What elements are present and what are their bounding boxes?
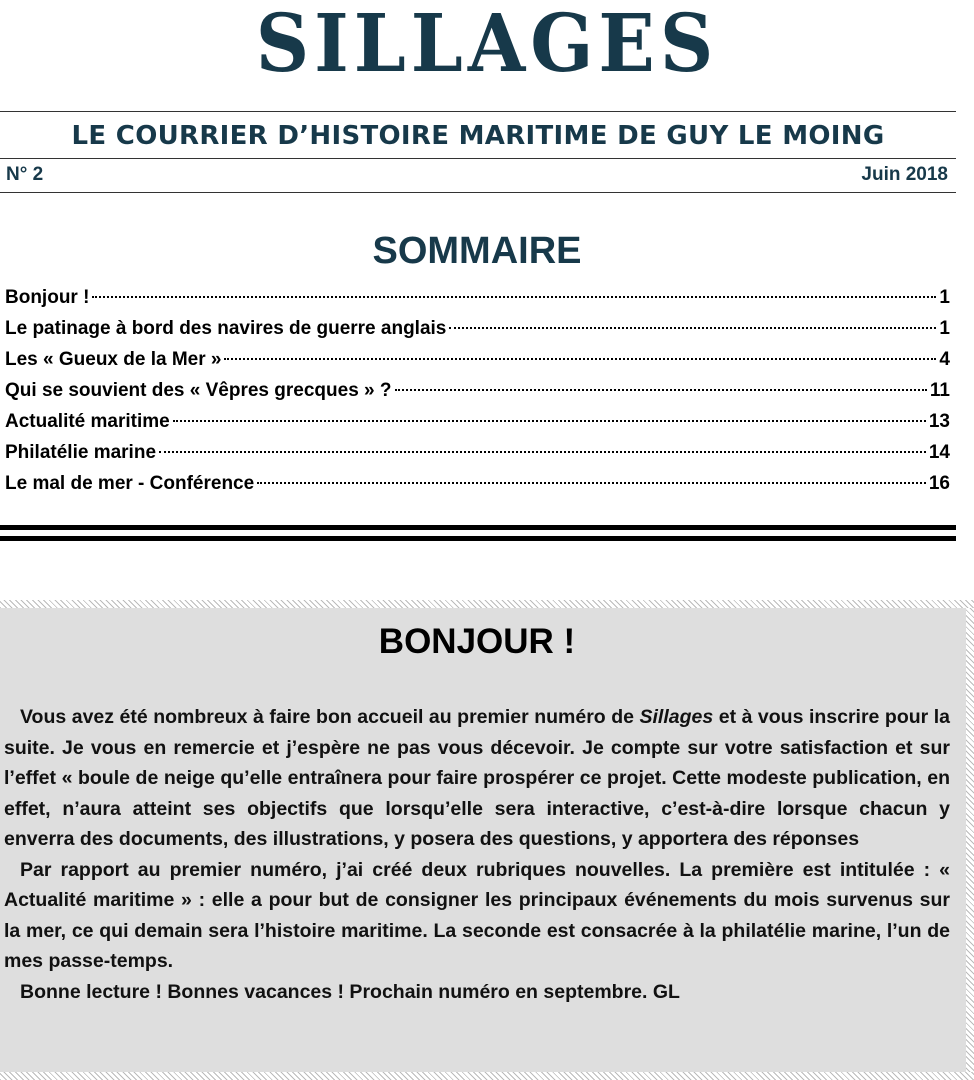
masthead-top-rule xyxy=(0,111,956,112)
toc-entry-label: Qui se souvient des « Vêpres grecques » ? xyxy=(5,380,392,401)
section-divider-bottom xyxy=(0,536,956,541)
toc-leader-dots xyxy=(173,420,926,422)
article-body xyxy=(4,702,950,1007)
article-paragraph-2: Par rapport au premier numéro, j’ai créé deux rubriques nouvelles. La première est intitulée : « Actualité maritime » : elle a pour but de consigner les principaux événements du mois survenus sur la mer, ce qui demain sera l’histoire maritime. La seconde est consacrée à la philatélie marine, l’un de mes passe-temps. xyxy=(4,858,950,972)
toc-entry-label: Le patinage à bord des navires de guerre anglais xyxy=(5,318,447,339)
issue-date: Juin 2018 xyxy=(861,164,948,185)
toc-leader-dots xyxy=(257,482,926,484)
toc-entry-page: 1 xyxy=(939,287,950,308)
article-title: BONJOUR ! xyxy=(378,622,576,661)
toc-entry-page: 11 xyxy=(929,380,950,401)
toc-entry[interactable] xyxy=(5,437,950,468)
toc-entry-page: 16 xyxy=(928,473,950,494)
toc-entry-page: 1 xyxy=(939,318,950,339)
article-paragraph-1 xyxy=(4,702,950,855)
section-divider-top xyxy=(0,525,956,530)
toc-entry[interactable] xyxy=(5,282,950,313)
bonjour-box-bottom-border xyxy=(0,1072,974,1080)
toc-entry-label: Actualité maritime xyxy=(5,411,170,432)
paragraph-text: et à vous inscrire pour la suite. Je vous en remercie et j’espère ne pas vous décevoir. Je compte sur votre satisfaction et sur l’effet « boule de neige qu’elle entraînera pour faire prospérer ce projet. Cette modeste publication, en effet, n’aura atteint ses objectifs que lorsqu’elle sera interactive, c’est-à-dire lorsque chacun y enverra des documents, des illustrations, y posera des questions, y apportera des réponses xyxy=(4,706,951,850)
table-of-contents xyxy=(5,282,950,499)
toc-leader-dots xyxy=(92,296,936,298)
toc-entry-label: Le mal de mer - Conférence xyxy=(5,473,255,494)
toc-entry-label: Les « Gueux de la Mer » xyxy=(5,349,222,370)
toc-entry[interactable] xyxy=(5,468,950,499)
toc-leader-dots xyxy=(159,451,926,453)
toc-leader-dots xyxy=(395,389,927,391)
toc-entry[interactable] xyxy=(5,406,950,437)
toc-entry-label: Bonjour ! xyxy=(5,287,90,308)
toc-title: SOMMAIRE xyxy=(372,230,582,272)
paragraph-text: Vous avez été nombreux à faire bon accueil au premier numéro de xyxy=(20,706,640,728)
toc-entry[interactable] xyxy=(5,313,950,344)
toc-entry-label: Philatélie marine xyxy=(5,442,157,463)
toc-entry[interactable] xyxy=(5,375,950,406)
toc-leader-dots xyxy=(224,358,936,360)
masthead-middle-rule xyxy=(0,158,956,159)
toc-entry-page: 14 xyxy=(928,442,950,463)
article-paragraph-3: Bonne lecture ! Bonnes vacances ! Prochain numéro en septembre. GL xyxy=(20,980,680,1003)
toc-leader-dots xyxy=(449,327,936,329)
issue-number: N° 2 xyxy=(6,164,44,185)
toc-entry-page: 13 xyxy=(928,411,950,432)
publication-name: Sillages xyxy=(639,706,714,728)
toc-entry-page: 4 xyxy=(939,349,950,370)
masthead-title: SILLAGES xyxy=(255,0,719,91)
masthead-bottom-rule xyxy=(0,192,956,193)
toc-entry[interactable] xyxy=(5,344,950,375)
masthead-subtitle: LE COURRIER D’HISTOIRE MARITIME DE GUY LE MOING xyxy=(71,121,885,151)
